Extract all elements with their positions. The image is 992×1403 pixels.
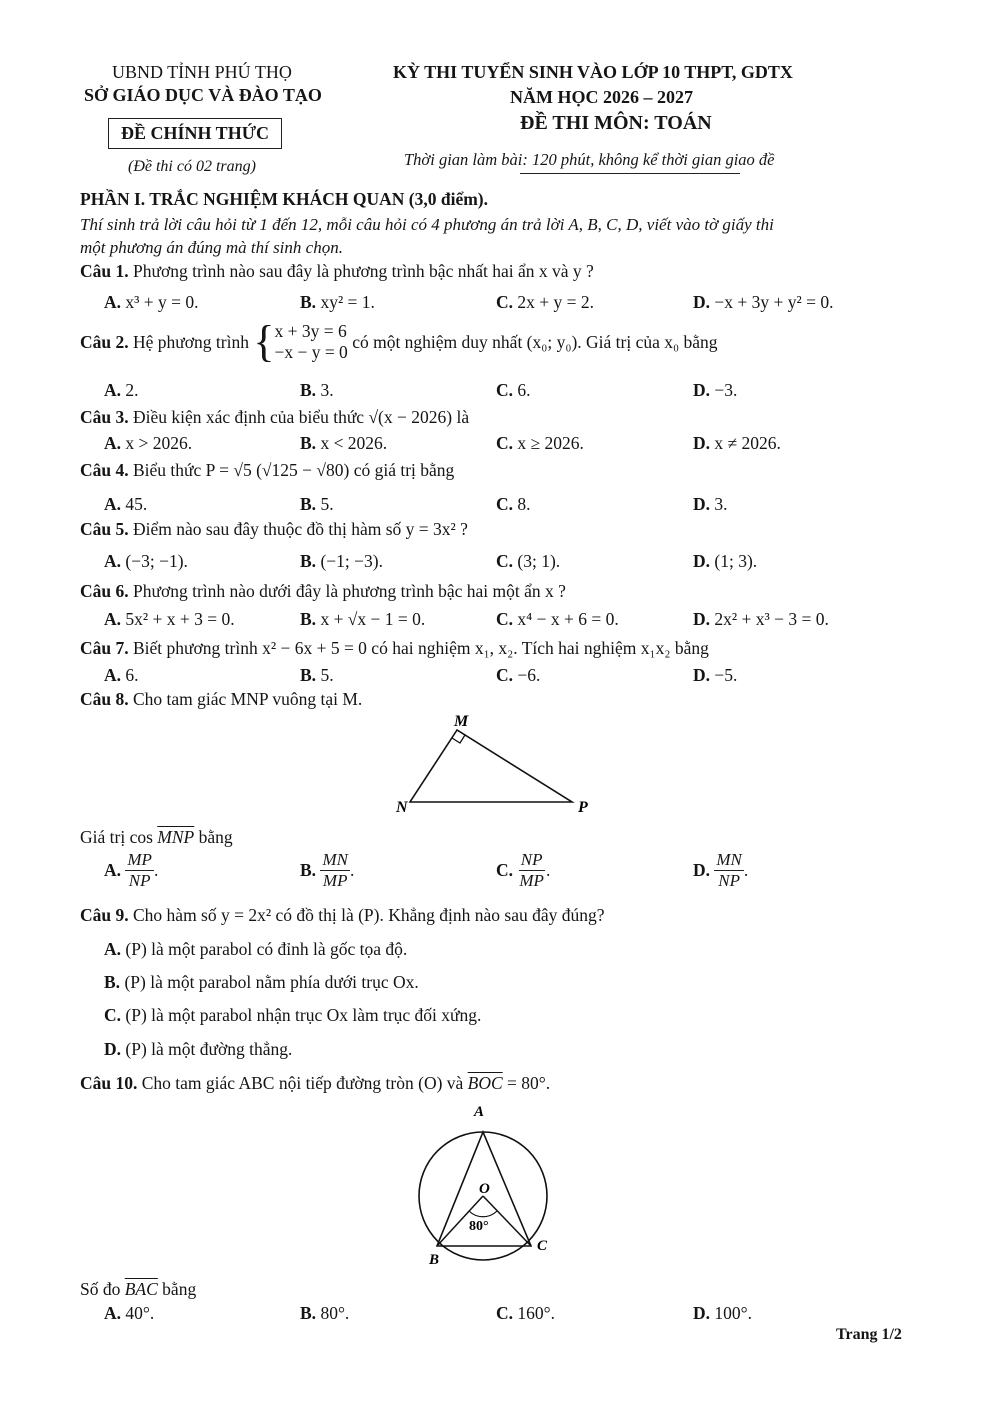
vertex-m-label: M bbox=[454, 713, 469, 730]
q1-option-a: A. x³ + y = 0. bbox=[104, 292, 199, 312]
q7-option-a: A. 6. bbox=[104, 665, 139, 685]
angle-arc-mark bbox=[469, 1211, 497, 1217]
q10-option-d: D. 100°. bbox=[693, 1303, 753, 1323]
question-7: Câu 7. Biết phương trình x² − 6x + 5 = 0 có hai nghiệm x₁, x₂. Tích hai nghiệm x₁x₂ bằng bbox=[80, 638, 709, 658]
instruction-line-2: một phương án đúng mà thí sinh chọn. bbox=[80, 238, 343, 257]
q10-option-a: A. 40°. bbox=[104, 1303, 155, 1323]
exam-title: KỲ THI TUYỂN SINH VÀO LỚP 10 THPT, GDTX bbox=[393, 62, 793, 82]
q1-option-c: C. 2x + y = 2. bbox=[496, 292, 595, 312]
q4-option-c: C. 8. bbox=[496, 494, 531, 514]
q8-option-c: C. $\frac{NP}{MP}$ . bbox=[496, 850, 551, 890]
q8-option-d: D. $\frac{MN}{NP}$ . bbox=[693, 850, 749, 890]
question-text: Biết phương trình x² − 6x + 5 = 0 có hai nghiệm x₁, x₂. Tích hai nghiệm x₁x₂ bằng bbox=[133, 638, 709, 658]
q2-option-d: D. −3. bbox=[693, 380, 738, 400]
vertex-p-label: P bbox=[578, 799, 588, 816]
time-note: Thời gian làm bài: 120 phút, không kể thời gian giao đề bbox=[404, 150, 775, 169]
q8-option-b: B. $\frac{MN}{MP}$ . bbox=[300, 850, 355, 890]
instruction-line-1: Thí sinh trả lời câu hỏi từ 1 đến 12, mỗi câu hỏi có 4 phương án trả lời A, B, C, D, viết vào tờ giấy thi bbox=[80, 215, 774, 234]
q3-option-c: C. x ≥ 2026. bbox=[496, 433, 584, 453]
question-text: Phương trình nào dưới đây là phương trình bậc hai một ẩn x ? bbox=[133, 581, 566, 601]
q7-option-b: B. 5. bbox=[300, 665, 334, 685]
system-brace: { bbox=[253, 317, 275, 366]
vertex-n-label: N bbox=[396, 799, 408, 816]
question-5: Câu 5. Điểm nào sau đây thuộc đồ thị hàm số y = 3x² ? bbox=[80, 519, 468, 539]
question-9: Câu 9. Cho hàm số y = 2x² có đồ thị là (P). Khẳng định nào sau đây đúng? bbox=[80, 905, 605, 925]
official-label: ĐỀ CHÍNH THỨC bbox=[108, 118, 282, 149]
question-3: Câu 3. Điều kiện xác định của biểu thức √(x − 2026) là bbox=[80, 407, 470, 427]
question-label: Câu 2. bbox=[80, 331, 129, 352]
q5-option-a: A. (−3; −1). bbox=[104, 551, 188, 571]
q9-option-b: B. (P) là một parabol nằm phía dưới trục Ox. bbox=[104, 972, 419, 992]
right-angle-mark bbox=[452, 735, 465, 743]
q10-option-c: C. 160°. bbox=[496, 1303, 556, 1323]
q2-option-a: A. 2. bbox=[104, 380, 139, 400]
q4-option-b: B. 5. bbox=[300, 494, 334, 514]
question-text-before: Hệ phương trình bbox=[133, 331, 249, 352]
q8-value-line: Giá trị $\cos \overline{MNP}$ bằng bbox=[80, 827, 233, 847]
school-year: NĂM HỌC 2026 – 2027 bbox=[510, 87, 693, 107]
vertex-b-label: B bbox=[429, 1252, 440, 1265]
vertex-a-label: A bbox=[474, 1104, 485, 1120]
q3-option-a: A. x > 2026. bbox=[104, 433, 193, 453]
question-1 bbox=[80, 261, 594, 282]
q4-option-d: D. 3. bbox=[693, 494, 728, 514]
circle-abc-figure bbox=[415, 1100, 575, 1265]
q5-option-c: C. (3; 1). bbox=[496, 551, 561, 571]
q3-option-d: D. x ≠ 2026. bbox=[693, 433, 781, 453]
page-number: Trang 1/2 bbox=[836, 1326, 902, 1343]
q3-option-b: B. x < 2026. bbox=[300, 433, 388, 453]
angle-bac: $\overline{BAC}$ bbox=[124, 1279, 158, 1299]
question-text-after: có một nghiệm duy nhất (x₀; y₀). Giá trị của x₀ bằng bbox=[352, 331, 718, 352]
authority-name: UBND TỈNH PHÚ THỌ bbox=[112, 62, 292, 82]
question-label: Câu 1. bbox=[80, 261, 129, 281]
angle-boc: $\overline{BOC}$ bbox=[467, 1073, 503, 1093]
triangle-mnp bbox=[410, 730, 572, 802]
q7-option-c: C. −6. bbox=[496, 665, 541, 685]
q6-option-c: C. x⁴ − x + 6 = 0. bbox=[496, 609, 619, 629]
section-title: PHẦN I. TRẮC NGHIỆM KHÁCH QUAN (3,0 điểm). bbox=[80, 189, 489, 209]
angle-value-label: 80° bbox=[469, 1219, 489, 1234]
question-4: Câu 4. Biểu thức P = √5 (√125 − √80) có giá trị bằng bbox=[80, 460, 455, 480]
radius-oc bbox=[483, 1196, 531, 1246]
q6-option-b: B. x + √x − 1 = 0. bbox=[300, 609, 426, 629]
question-text-before: Cho tam giác ABC nội tiếp đường tròn (O) và bbox=[141, 1073, 464, 1093]
subject-title: ĐỀ THI MÔN: TOÁN bbox=[520, 112, 712, 134]
q10-option-b: B. 80°. bbox=[300, 1303, 350, 1323]
question-text: Biểu thức P = √5 (√125 − √80) có giá trị bằng bbox=[133, 460, 455, 480]
q9-option-a: A. (P) là một parabol có đỉnh là gốc tọa độ. bbox=[104, 939, 408, 959]
question-text: Phương trình nào sau đây là phương trình bậc nhất hai ẩn x và y ? bbox=[133, 261, 594, 281]
q9-option-c: C. (P) là một parabol nhận trục Ox làm trục đối xứng. bbox=[104, 1005, 482, 1025]
q6-option-a: A. 5x² + x + 3 = 0. bbox=[104, 609, 235, 629]
q8-option-a: A. $\frac{MP}{NP}$ . bbox=[104, 850, 159, 890]
question-text-after: = 80°. bbox=[507, 1073, 551, 1093]
q1-option-b: B. xy² = 1. bbox=[300, 292, 375, 312]
equation-system bbox=[274, 321, 347, 363]
question-text: Cho hàm số y = 2x² có đồ thị là (P). Khẳng định nào sau đây đúng? bbox=[133, 905, 605, 925]
q9-option-d: D. (P) là một đường thẳng. bbox=[104, 1039, 293, 1059]
pages-note: (Đề thi có 02 trang) bbox=[128, 158, 256, 175]
q2-option-c: C. 6. bbox=[496, 380, 531, 400]
q5-option-b: B. (−1; −3). bbox=[300, 551, 383, 571]
question-2 bbox=[80, 317, 718, 366]
question-text: Điều kiện xác định của biểu thức √(x − 2026) là bbox=[133, 407, 470, 427]
center-o-label: O bbox=[479, 1181, 490, 1197]
question-10: Câu 10. Cho tam giác ABC nội tiếp đường tròn (O) và $\overline{BOC} = 80^\circ$. bbox=[80, 1073, 551, 1093]
time-underline bbox=[520, 173, 740, 174]
question-text: Điểm nào sau đây thuộc đồ thị hàm số y = 3x² ? bbox=[133, 519, 468, 539]
question-text: Cho tam giác MNP vuông tại M. bbox=[133, 689, 363, 709]
q2-option-b: B. 3. bbox=[300, 380, 334, 400]
q6-option-d: D. 2x² + x³ − 3 = 0. bbox=[693, 609, 829, 629]
question-8: Câu 8. Cho tam giác MNP vuông tại M. bbox=[80, 689, 363, 709]
q4-option-a: A. 45. bbox=[104, 494, 148, 514]
question-6: Câu 6. Phương trình nào dưới đây là phương trình bậc hai một ẩn x ? bbox=[80, 581, 566, 601]
department-name: SỞ GIÁO DỤC VÀ ĐÀO TẠO bbox=[84, 85, 322, 105]
q7-option-d: D. −5. bbox=[693, 665, 738, 685]
q1-option-d: D. −x + 3y + y² = 0. bbox=[693, 292, 834, 312]
vertex-c-label: C bbox=[537, 1238, 548, 1254]
equation-1: x + 3y = 6 bbox=[274, 321, 347, 341]
q10-value-line: Số đo $\overline{BAC}$ bằng bbox=[80, 1279, 197, 1299]
angle-mnp: $\overline{MNP}$ bbox=[157, 827, 195, 847]
triangle-mnp-figure bbox=[380, 708, 610, 823]
q5-option-d: D. (1; 3). bbox=[693, 551, 758, 571]
equation-2: −x − y = 0 bbox=[274, 342, 348, 362]
